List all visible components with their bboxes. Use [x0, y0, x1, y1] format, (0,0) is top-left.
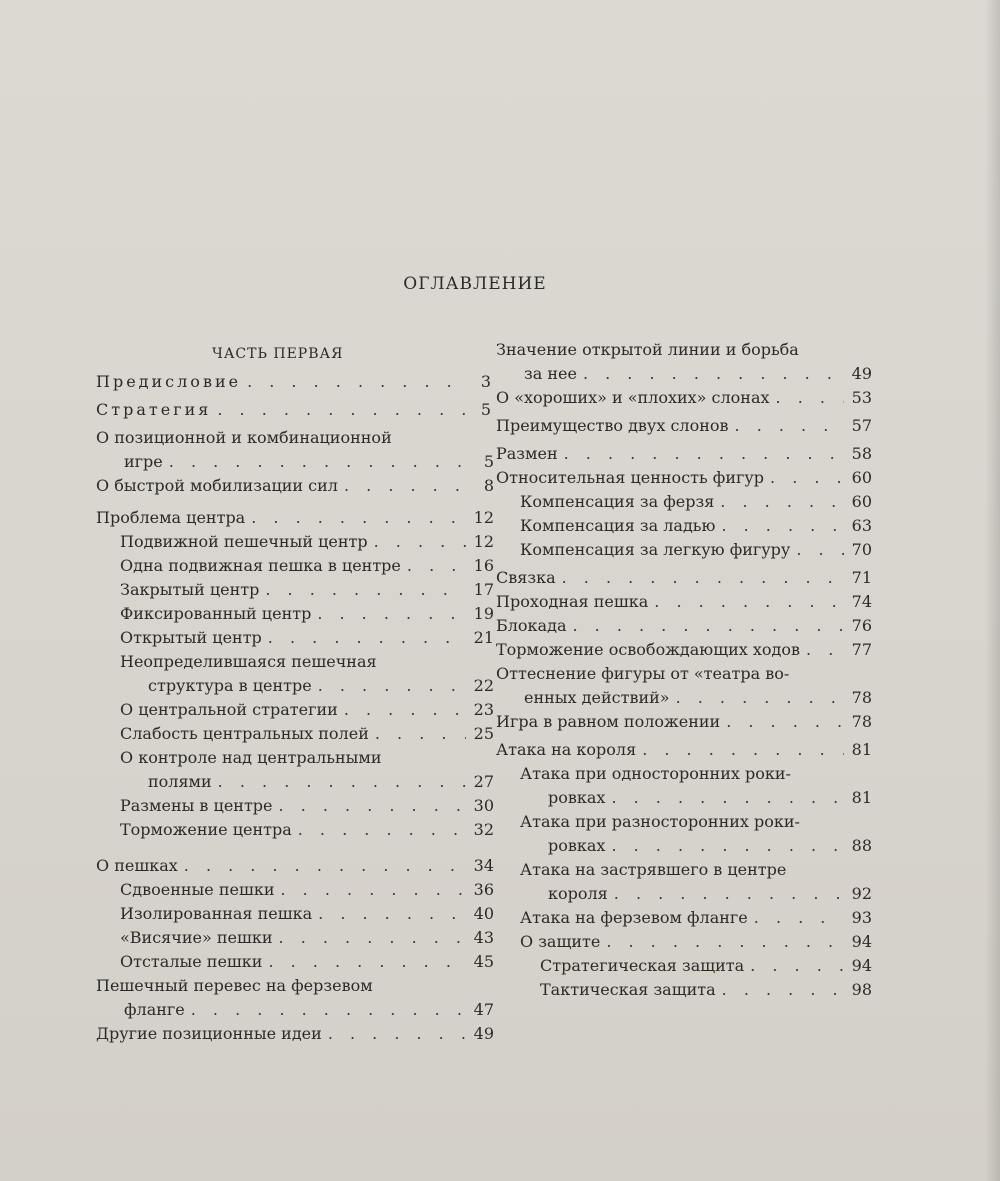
- toc-entry-control-central-squares: О контроле над центральными полями . . . 27: [96, 746, 494, 794]
- toc-entry-equal-position: Игра в равном положении . . . 78: [496, 710, 872, 734]
- toc-entry-hanging-pawns: «Висячие» пешки . . . 43: [96, 926, 494, 950]
- toc-entry-opposite-castling: Атака при разносторонних роки- ровках . . . 88: [496, 810, 872, 858]
- toc-entry-blockade: Блокада . . . 76: [496, 614, 872, 638]
- toc-entry-one-mobile-pawn: Одна подвижная пешка в центре . . . 16: [96, 554, 494, 578]
- toc-entry-pin: Связка . . . 71: [496, 566, 872, 590]
- toc-entry-strategic-defense: Стратегическая защита . . . 94: [496, 954, 872, 978]
- toc-entry-closed-center: Закрытый центр . . . 17: [96, 578, 494, 602]
- toc-entry-rook-compensation: Компенсация за ладью . . . 63: [496, 514, 872, 538]
- toc-entry-tactical-defense: Тактическая защита . . . 98: [496, 978, 872, 1002]
- toc-entry-exchanges-center: Размены в центре . . . 30: [96, 794, 494, 818]
- toc-entry-mobile-center: Подвижной пешечный центр . . . 12: [96, 530, 494, 554]
- toc-entry-king-in-center: Атака на застрявшего в центре короля . . . 92: [496, 858, 872, 906]
- toc-entry-weak-central-squares: Слабость центральных полей . . . 25: [96, 722, 494, 746]
- toc-entry-center-problem: Проблема центра . . . 12: [96, 506, 494, 530]
- toc-entry-king-attack: Атака на короля . . . 81: [496, 738, 872, 762]
- page-title: ОГЛАВЛЕНИЕ: [403, 274, 547, 294]
- toc-entry-open-center: Открытый центр . . . 21: [96, 626, 494, 650]
- toc-entry-preface: Предисловие . . . 3: [96, 370, 494, 394]
- toc-entry-undetermined-structure: Неопределившаяся пешечная структура в центре . . . 22: [96, 650, 494, 698]
- toc-entry-central-strategy: О центральной стратегии . . . 23: [96, 698, 494, 722]
- toc-entry-doubled-pawns: Сдвоенные пешки . . . 36: [96, 878, 494, 902]
- toc-right-column: [496, 338, 872, 1002]
- toc-entry-passed-pawn: Проходная пешка . . . 74: [496, 590, 872, 614]
- toc-entry-strategy: Стратегия . . . 5: [96, 398, 494, 422]
- toc-entry-minor-piece-compensation: Компенсация за легкую фигуру . . . 70: [496, 538, 872, 562]
- toc-entry-restraining-center: Торможение центра . . . 32: [96, 818, 494, 842]
- toc-entry-open-file: Значение открытой линии и борьба за нее . . . 49: [496, 338, 872, 386]
- toc-entry-mobilization: О быстрой мобилизации сил . . . 8: [96, 474, 494, 498]
- toc-entry-isolated-pawn: Изолированная пешка . . . 40: [96, 902, 494, 926]
- toc-entry-good-bad-bishops: О «хороших» и «плохих» слонах . . . 53: [496, 386, 872, 410]
- toc-entry-fixed-center: Фиксированный центр . . . 19: [96, 602, 494, 626]
- toc-entry-defense: О защите . . . 94: [496, 930, 872, 954]
- toc-entry-backward-pawns: Отсталые пешки . . . 45: [96, 950, 494, 974]
- toc-entry-relative-value: Относительная ценность фигур . . . 60: [496, 466, 872, 490]
- toc-entry-pawns: О пешках . . . 34: [96, 854, 494, 878]
- toc-entry-same-side-castling: Атака при односторонних роки- ровках . . . 81: [496, 762, 872, 810]
- toc-entry-restrain-freeing-moves: Торможение освобождающих ходов . . . 77: [496, 638, 872, 662]
- toc-entry-queenside-attack: Атака на ферзевом фланге . . . 93: [496, 906, 872, 930]
- toc-entry-repel-piece: Оттеснение фигуры от «театра во- енных действий» . . . 78: [496, 662, 872, 710]
- toc-left-column: [96, 370, 494, 1046]
- toc-entry-positional-combinational: О позиционной и комбинационной игре . . . 5: [96, 426, 494, 474]
- toc-entry-exchange: Размен . . . 58: [496, 442, 872, 466]
- toc-entry-other-positional-ideas: Другие позиционные идеи . . . 49: [96, 1022, 494, 1046]
- toc-entry-queenside-majority: Пешечный перевес на ферзевом фланге . . . 47: [96, 974, 494, 1022]
- toc-entry-queen-compensation: Компенсация за ферзя . . . 60: [496, 490, 872, 514]
- part-title: ЧАСТЬ ПЕРВАЯ: [212, 346, 344, 362]
- toc-entry-bishop-pair: Преимущество двух слонов . . . 57: [496, 414, 872, 438]
